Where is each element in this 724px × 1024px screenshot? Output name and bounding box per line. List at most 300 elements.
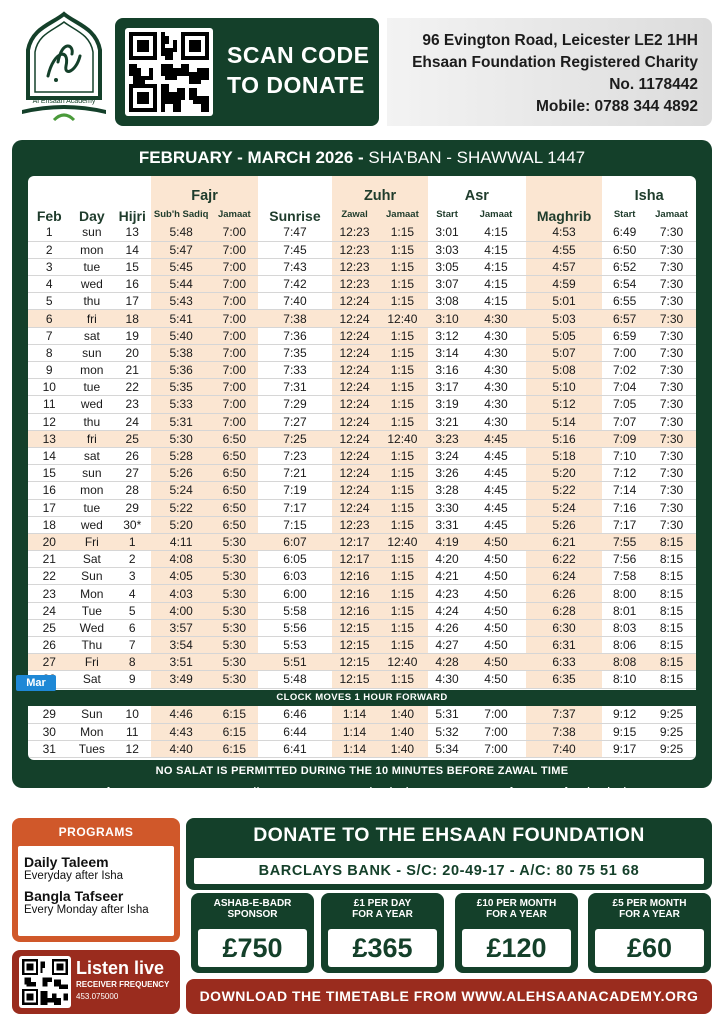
- table-cell: 4:50: [466, 619, 526, 636]
- table-cell: 13: [113, 224, 151, 241]
- table-cell: 3:21: [428, 413, 466, 430]
- scan-line-1: SCAN CODE: [227, 42, 370, 68]
- table-cell: 1:15: [377, 637, 428, 654]
- table-row: [28, 465, 696, 482]
- table-cell: 9:17: [602, 740, 647, 757]
- table-cell: thu: [71, 293, 114, 310]
- table-cell: 4:30: [466, 413, 526, 430]
- table-cell: 1:15: [377, 327, 428, 344]
- table-cell: 4: [113, 585, 151, 602]
- program-title: Bangla Tafseer: [24, 888, 124, 904]
- scan-line-2: TO DONATE: [227, 72, 365, 98]
- table-cell: 4:24: [428, 602, 466, 619]
- program-schedule: Every Monday after Isha: [24, 904, 149, 916]
- col-isha-jamaat: Jamaat: [655, 208, 688, 220]
- table-cell: Sun: [71, 568, 114, 585]
- table-row: [28, 619, 696, 636]
- table-cell: 12:24: [332, 396, 377, 413]
- table-cell: 5:48: [258, 671, 332, 688]
- table-cell: 4:50: [466, 637, 526, 654]
- table-cell: 7:30: [647, 516, 696, 533]
- table-cell: 5:30: [211, 533, 258, 550]
- table-cell: 12:24: [332, 362, 377, 379]
- col-zuhr: Zuhr: [332, 176, 428, 204]
- prayer-timetable: [12, 140, 712, 802]
- table-cell: 22: [28, 568, 71, 585]
- table-cell: sat: [71, 327, 114, 344]
- table-cell: sun: [71, 224, 114, 241]
- program-title: Daily Taleem: [24, 854, 109, 870]
- table-cell: 5:30: [211, 654, 258, 671]
- table-cell: 5:10: [526, 379, 603, 396]
- table-cell: 5: [28, 293, 71, 310]
- table-cell: 12:40: [377, 430, 428, 447]
- table-cell: Sat: [71, 551, 114, 568]
- table-cell: 7:10: [602, 447, 647, 464]
- table-cell: Fri: [71, 654, 114, 671]
- table-cell: 3:57: [151, 619, 211, 636]
- programs-heading: PROGRAMS: [58, 825, 134, 839]
- table-row: [28, 430, 696, 447]
- table-cell: 7:30: [647, 258, 696, 275]
- table-cell: 4:20: [428, 551, 466, 568]
- table-row: [28, 706, 696, 723]
- table-cell: 12:15: [332, 671, 377, 688]
- timetable-title: [12, 148, 712, 168]
- timetable-grid: [28, 176, 696, 690]
- col-isha: Isha: [634, 188, 664, 204]
- table-cell: 6:49: [602, 224, 647, 241]
- table-cell: 6:54: [602, 276, 647, 293]
- table-cell: 4:46: [151, 706, 211, 723]
- donation-tile[interactable]: [191, 893, 314, 973]
- tile-amount: £120: [462, 929, 571, 967]
- table-cell: 7:00: [602, 344, 647, 361]
- table-cell: 7:00: [211, 344, 258, 361]
- table-cell: 1:15: [377, 671, 428, 688]
- table-cell: 7:33: [258, 362, 332, 379]
- table-cell: 1:15: [377, 568, 428, 585]
- table-cell: 7:25: [258, 430, 332, 447]
- table-cell: 29: [28, 706, 71, 723]
- tile-label-line: FOR A YEAR: [352, 909, 413, 920]
- jumuah2-text: Khutbah 2:30 PM: [577, 786, 690, 802]
- logo-text: Al Ehsaan Academy: [32, 98, 96, 105]
- table-row: [28, 276, 696, 293]
- table-cell: wed: [71, 276, 114, 293]
- listen-live-box[interactable]: [12, 950, 180, 1014]
- table-cell: 6:03: [258, 568, 332, 585]
- table-cell: 8:15: [647, 585, 696, 602]
- table-cell: 10: [28, 379, 71, 396]
- address-block: [387, 18, 712, 126]
- listen-qr-code[interactable]: [19, 956, 71, 1008]
- tile-label-line: £10 PER MONTH: [476, 898, 557, 909]
- table-cell: 12:23: [332, 276, 377, 293]
- table-cell: 6:05: [258, 551, 332, 568]
- table-cell: 12:24: [332, 344, 377, 361]
- table-cell: 7:00: [211, 224, 258, 241]
- table-cell: fri: [71, 310, 114, 327]
- table-cell: 5:01: [526, 293, 603, 310]
- tile-label: [191, 898, 314, 920]
- table-row: [28, 551, 696, 568]
- table-cell: 25: [113, 430, 151, 447]
- table-cell: 7:40: [526, 740, 603, 757]
- table-row: [28, 310, 696, 327]
- table-cell: 5:36: [151, 362, 211, 379]
- table-row: [28, 224, 696, 241]
- table-cell: 7:00: [211, 379, 258, 396]
- col-fajr-jamaat: Jamaat: [211, 204, 258, 224]
- programs-box: [12, 818, 180, 942]
- charity-line: Ehsaan Foundation Registered Charity: [412, 54, 698, 71]
- table-cell: 12:24: [332, 379, 377, 396]
- download-link[interactable]: DOWNLOAD THE TIMETABLE FROM WWW.ALEHSAANACADEMY.ORG: [186, 979, 712, 1014]
- tile-label-line: FOR A YEAR: [619, 909, 680, 920]
- table-cell: 4:50: [466, 602, 526, 619]
- table-cell: 7:40: [258, 293, 332, 310]
- table-cell: 1:14: [332, 706, 377, 723]
- table-cell: tue: [71, 499, 114, 516]
- table-cell: 12:40: [377, 310, 428, 327]
- table-cell: 1:15: [377, 551, 428, 568]
- table-cell: 30: [28, 723, 71, 740]
- table-cell: 4:30: [466, 396, 526, 413]
- table-cell: 1:15: [377, 224, 428, 241]
- table-cell: 3:05: [428, 258, 466, 275]
- table-row: [28, 499, 696, 516]
- table-cell: 4:08: [151, 551, 211, 568]
- table-cell: 6:50: [211, 516, 258, 533]
- table-cell: 20: [113, 344, 151, 361]
- table-cell: 7:58: [602, 568, 647, 585]
- tile-label-line: £1 PER DAY: [353, 898, 412, 909]
- table-cell: 20: [28, 533, 71, 550]
- table-cell: 5:30: [211, 619, 258, 636]
- table-cell: 26: [28, 637, 71, 654]
- jumuah2-ordinal: 2nd: [487, 786, 514, 802]
- table-cell: 1:15: [377, 413, 428, 430]
- table-cell: 16: [113, 276, 151, 293]
- table-row: [28, 396, 696, 413]
- table-cell: 12:16: [332, 602, 377, 619]
- table-cell: 4:30: [466, 379, 526, 396]
- table-cell: 4:15: [466, 276, 526, 293]
- table-cell: 3:14: [428, 344, 466, 361]
- table-cell: 1:15: [377, 396, 428, 413]
- table-cell: 22: [113, 379, 151, 396]
- table-cell: 1:15: [377, 241, 428, 258]
- table-cell: fri: [71, 430, 114, 447]
- donate-qr-box[interactable]: [115, 18, 379, 126]
- table-cell: 4:27: [428, 637, 466, 654]
- table-cell: Thu: [71, 637, 114, 654]
- table-cell: 12:23: [332, 224, 377, 241]
- table-cell: 8:15: [647, 551, 696, 568]
- table-cell: 5:30: [211, 568, 258, 585]
- table-cell: 5:24: [526, 499, 603, 516]
- table-cell: 6:57: [602, 310, 647, 327]
- jumuah-times: [12, 786, 712, 802]
- table-cell: 1:15: [377, 465, 428, 482]
- table-cell: 7:43: [258, 258, 332, 275]
- table-row: [28, 258, 696, 275]
- table-cell: 7:00: [466, 740, 526, 757]
- table-cell: 1:14: [332, 740, 377, 757]
- table-cell: 6: [113, 619, 151, 636]
- programs-list: [18, 846, 174, 936]
- table-cell: Mon: [71, 585, 114, 602]
- table-cell: 5:16: [526, 430, 603, 447]
- table-cell: 4:30: [466, 344, 526, 361]
- table-cell: 6:35: [526, 671, 603, 688]
- program-schedule: Everyday after Isha: [24, 870, 124, 882]
- table-row: [28, 671, 696, 688]
- table-row: [28, 723, 696, 740]
- table-cell: 7:00: [211, 293, 258, 310]
- table-cell: 4:28: [428, 654, 466, 671]
- table-cell: 7:00: [211, 327, 258, 344]
- col-asr: Asr: [464, 188, 489, 204]
- table-cell: 23: [113, 396, 151, 413]
- table-cell: 4:50: [466, 533, 526, 550]
- table-cell: 4:19: [428, 533, 466, 550]
- table-cell: 24: [28, 602, 71, 619]
- donate-box: [186, 818, 712, 890]
- table-cell: 4:30: [466, 362, 526, 379]
- table-cell: 4:45: [466, 499, 526, 516]
- table-cell: 3:51: [151, 654, 211, 671]
- table-cell: 7:19: [258, 482, 332, 499]
- table-cell: sun: [71, 465, 114, 482]
- table-cell: mon: [71, 482, 114, 499]
- table-row: [28, 602, 696, 619]
- table-cell: 4:15: [466, 224, 526, 241]
- table-cell: 5:58: [258, 602, 332, 619]
- table-cell: sun: [71, 344, 114, 361]
- table-row: [28, 568, 696, 585]
- table-cell: 5:31: [428, 706, 466, 723]
- scan-code-text: [227, 40, 370, 100]
- table-cell: 7:00: [211, 276, 258, 293]
- table-cell: 5:30: [211, 602, 258, 619]
- table-cell: 3:03: [428, 241, 466, 258]
- table-cell: 7:02: [602, 362, 647, 379]
- mobile-number[interactable]: Mobile: 0788 344 4892: [536, 98, 698, 115]
- table-cell: Tues: [71, 740, 114, 757]
- table-cell: 7:36: [258, 327, 332, 344]
- donation-tile[interactable]: [321, 893, 444, 973]
- col-asr-start: Start: [436, 208, 458, 220]
- table-cell: 5:38: [151, 344, 211, 361]
- table-cell: 29: [113, 499, 151, 516]
- tile-label-line: £5 PER MONTH: [612, 898, 687, 909]
- col-feb: Feb: [36, 208, 62, 224]
- table-cell: 4:50: [466, 671, 526, 688]
- table-cell: 7: [113, 637, 151, 654]
- table-cell: 5:56: [258, 619, 332, 636]
- col-hijri: Hijri: [118, 208, 146, 224]
- table-cell: 1:15: [377, 362, 428, 379]
- table-cell: 5:51: [258, 654, 332, 671]
- table-cell: 3:31: [428, 516, 466, 533]
- table-cell: 12:23: [332, 516, 377, 533]
- table-cell: 1: [28, 224, 71, 241]
- tile-label: [455, 898, 578, 920]
- table-cell: 12:24: [332, 447, 377, 464]
- table-cell: 7:30: [647, 499, 696, 516]
- tile-amount: £60: [595, 929, 704, 967]
- table-cell: 12:16: [332, 585, 377, 602]
- donation-tile[interactable]: [455, 893, 578, 973]
- donate-qr-code[interactable]: [125, 28, 213, 116]
- table-cell: 12: [113, 740, 151, 757]
- table-cell: 19: [113, 327, 151, 344]
- tile-label-line: SPONSOR: [227, 909, 278, 920]
- table-cell: 7:30: [647, 344, 696, 361]
- table-cell: 30*: [113, 516, 151, 533]
- table-cell: 8:01: [602, 602, 647, 619]
- table-cell: 6: [28, 310, 71, 327]
- table-cell: 8: [28, 344, 71, 361]
- tile-label: [588, 898, 711, 920]
- table-cell: 4:45: [466, 516, 526, 533]
- table-row: [28, 447, 696, 464]
- table-cell: Tue: [71, 602, 114, 619]
- table-cell: 3:54: [151, 637, 211, 654]
- table-cell: 4:50: [466, 585, 526, 602]
- table-cell: 7:30: [647, 465, 696, 482]
- table-cell: 11: [28, 396, 71, 413]
- table-cell: 7:27: [258, 413, 332, 430]
- table-cell: 7:15: [258, 516, 332, 533]
- table-cell: 6:15: [211, 723, 258, 740]
- table-cell: 8:10: [602, 671, 647, 688]
- table-cell: tue: [71, 258, 114, 275]
- table-cell: 11: [113, 723, 151, 740]
- table-row: [28, 379, 696, 396]
- table-cell: 31: [28, 740, 71, 757]
- table-cell: 6:07: [258, 533, 332, 550]
- table-cell: 4:59: [526, 276, 603, 293]
- table-cell: 27: [113, 465, 151, 482]
- table-cell: 1:15: [377, 619, 428, 636]
- table-cell: 7:37: [526, 706, 603, 723]
- tile-label: [321, 898, 444, 920]
- donation-tile[interactable]: [588, 893, 711, 973]
- table-cell: 1:14: [332, 723, 377, 740]
- table-cell: 5: [113, 602, 151, 619]
- table-cell: 7:12: [602, 465, 647, 482]
- table-row: [28, 740, 696, 757]
- table-cell: 8:15: [647, 671, 696, 688]
- table-cell: 7:00: [211, 258, 258, 275]
- table-cell: 5:53: [258, 637, 332, 654]
- col-zuhr-jamaat: Jamaat: [377, 204, 428, 224]
- table-cell: 3:30: [428, 499, 466, 516]
- table-row: [28, 654, 696, 671]
- table-cell: 5:35: [151, 379, 211, 396]
- table-cell: 4:00: [151, 602, 211, 619]
- table-cell: Sat: [71, 671, 114, 688]
- table-cell: 4:15: [466, 293, 526, 310]
- table-cell: 4:21: [428, 568, 466, 585]
- table-cell: 1:15: [377, 258, 428, 275]
- table-cell: 18: [28, 516, 71, 533]
- donate-title: DONATE TO THE EHSAAN FOUNDATION: [253, 824, 645, 846]
- jumuah2-title: Jumuah: [517, 786, 574, 802]
- table-cell: 9:25: [647, 740, 696, 757]
- table-cell: 12:24: [332, 413, 377, 430]
- tile-label-line: ASHAB-E-BADR: [213, 898, 292, 909]
- table-cell: 5:26: [151, 465, 211, 482]
- table-cell: 4:43: [151, 723, 211, 740]
- table-cell: 12:15: [332, 637, 377, 654]
- table-cell: 4:45: [466, 465, 526, 482]
- table-cell: Fri: [71, 533, 114, 550]
- table-cell: 3:19: [428, 396, 466, 413]
- col-zawal: Zawal: [332, 204, 377, 224]
- table-cell: 12:40: [377, 654, 428, 671]
- table-cell: 7:30: [647, 396, 696, 413]
- col-sunrise: Sunrise: [269, 208, 321, 224]
- table-cell: 7:30: [647, 362, 696, 379]
- table-cell: wed: [71, 396, 114, 413]
- table-cell: 6:46: [258, 706, 332, 723]
- table-cell: 8:15: [647, 619, 696, 636]
- table-cell: 1:15: [377, 585, 428, 602]
- table-cell: 6:50: [211, 465, 258, 482]
- table-cell: 6:31: [526, 637, 603, 654]
- table-cell: 7:29: [258, 396, 332, 413]
- table-cell: 2: [113, 551, 151, 568]
- table-cell: 4:11: [151, 533, 211, 550]
- table-cell: 4:15: [466, 258, 526, 275]
- timetable-table-after: [28, 706, 696, 758]
- table-cell: 1:40: [377, 723, 428, 740]
- table-cell: 9:25: [647, 723, 696, 740]
- table-cell: 4:57: [526, 258, 603, 275]
- table-cell: 5:20: [151, 516, 211, 533]
- table-cell: 4:50: [466, 568, 526, 585]
- table-cell: 6:24: [526, 568, 603, 585]
- table-cell: 5:47: [151, 241, 211, 258]
- table-cell: 5:30: [211, 585, 258, 602]
- charity-number: No. 1178442: [609, 76, 698, 93]
- table-cell: 4:53: [526, 224, 603, 241]
- table-cell: 7: [28, 327, 71, 344]
- table-cell: 4:30: [466, 327, 526, 344]
- table-row: [28, 344, 696, 361]
- table-cell: 15: [113, 258, 151, 275]
- table-cell: 8:15: [647, 654, 696, 671]
- table-cell: 6:28: [526, 602, 603, 619]
- table-cell: 7:45: [258, 241, 332, 258]
- table-cell: 12:24: [332, 482, 377, 499]
- jumuah1-title: Jumuah: [59, 786, 116, 802]
- table-cell: 9:25: [647, 706, 696, 723]
- table-cell: 1:15: [377, 516, 428, 533]
- table-cell: 4:23: [428, 585, 466, 602]
- table-cell: 7:16: [602, 499, 647, 516]
- table-cell: 6:26: [526, 585, 603, 602]
- table-cell: 8:06: [602, 637, 647, 654]
- table-cell: 7:23: [258, 447, 332, 464]
- bank-details: BARCLAYS BANK - S/C: 20-49-17 - A/C: 80 75 51 68: [194, 858, 704, 884]
- table-cell: 13: [28, 430, 71, 447]
- table-cell: 7:30: [647, 276, 696, 293]
